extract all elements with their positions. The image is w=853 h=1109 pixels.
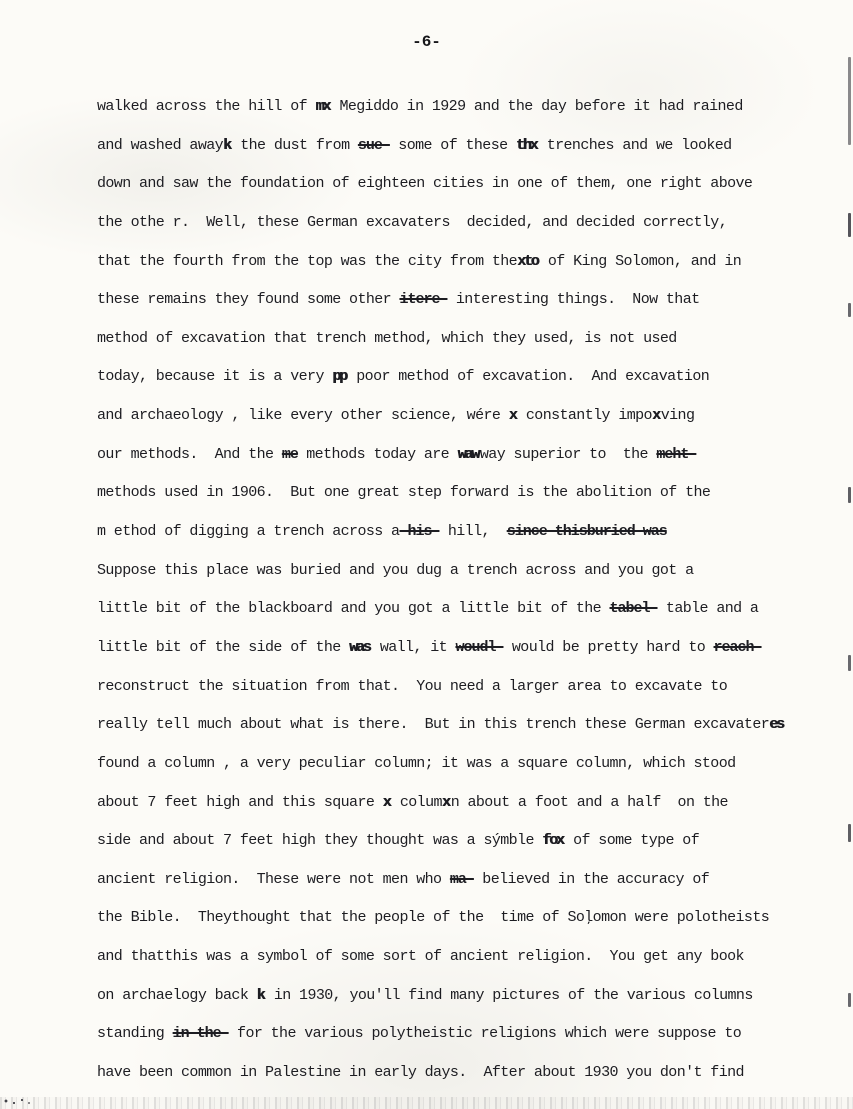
typed-text: down and saw the foundation of eighteen cities in one of them, one right above xyxy=(97,175,753,193)
overtyped-text: es xyxy=(769,716,783,734)
typed-line xyxy=(97,822,797,861)
typed-line xyxy=(97,320,797,359)
scan-edge-artifact xyxy=(848,655,851,671)
typed-text: methods used in 1906. But one great step forward is the abolition of the xyxy=(97,484,711,502)
typed-line xyxy=(97,861,797,900)
typed-text-block xyxy=(97,88,797,1093)
typed-text: some of these xyxy=(389,136,516,154)
typed-text: the othe r. Well, these German excavaters decided, and decided correctly, xyxy=(97,213,728,231)
struck-text: reach- xyxy=(713,638,762,656)
typed-line xyxy=(97,165,797,204)
typed-text: and archaeology , like every other science, wére xyxy=(97,407,509,425)
typed-text: our methods. And the xyxy=(97,445,282,463)
overtyped-text: x xyxy=(508,407,516,425)
typed-text: wall, it xyxy=(371,638,456,656)
typed-line xyxy=(97,358,797,397)
typed-text: ancient religion. These were not men who xyxy=(97,870,450,888)
typed-text: have been common in Palestine in early days. After about 1930 you don't find xyxy=(97,1064,744,1082)
typed-text: methods today are xyxy=(297,445,458,463)
typed-text: little bit of the blackboard and you got a little bit of the xyxy=(97,600,610,618)
typed-text: hill, xyxy=(439,523,507,541)
scan-speckles xyxy=(2,1097,42,1105)
overtyped-text: waw xyxy=(457,445,478,463)
scan-edge-artifact xyxy=(848,213,851,237)
typed-text: little bit of the side of the xyxy=(97,638,350,656)
typed-text: that the fourth from the top was the city from the xyxy=(97,252,518,270)
struck-text: me xyxy=(281,445,298,463)
typed-line xyxy=(97,629,797,668)
typed-text: the Bible. Theythought that the people of the time of Soļomon were polotheists xyxy=(97,909,770,927)
typed-text: the dust from xyxy=(231,136,358,154)
overtyped-text: x xyxy=(382,793,390,811)
overtyped-text: k xyxy=(256,986,264,1004)
struck-text: sue- xyxy=(357,136,390,154)
struck-text: tabel- xyxy=(609,600,658,618)
typed-line xyxy=(97,513,797,552)
typed-line xyxy=(97,397,797,436)
overtyped-text: k xyxy=(223,136,230,154)
overtyped-text: xto xyxy=(517,252,538,270)
typed-text: about 7 feet high and this square xyxy=(97,793,383,811)
typed-text: today, because it is a very xyxy=(97,368,333,386)
typed-text: trenches and we looked xyxy=(538,136,732,154)
typed-text: these remains they found some other xyxy=(97,291,400,309)
typed-line xyxy=(97,552,797,591)
overtyped-text: thx xyxy=(515,136,537,154)
typed-text: table and a xyxy=(657,600,759,618)
typed-line xyxy=(97,436,797,475)
scan-edge-artifact xyxy=(848,303,851,317)
typed-text: found a column , a very peculiar column; it was a square column, which stood xyxy=(97,754,736,772)
struck-text: since-thisburied-was xyxy=(506,523,667,541)
typed-text: standing xyxy=(97,1025,173,1043)
overtyped-text: mx xyxy=(315,98,330,115)
typed-text: of King Solomon, and in xyxy=(539,252,742,270)
struck-text: itere- xyxy=(399,291,448,309)
typed-text: Suppose this place was buried and you dug a trench across and you got a xyxy=(97,561,694,579)
struck-text: in-the- xyxy=(172,1025,229,1043)
typed-text: and washed away xyxy=(97,136,224,154)
typed-line xyxy=(97,281,797,320)
typed-text: interesting things. Now that xyxy=(447,291,700,309)
typed-line xyxy=(97,243,797,282)
scan-bottom-noise xyxy=(0,1097,853,1109)
page-number: -6- xyxy=(412,33,441,51)
typed-text: would be pretty hard to xyxy=(503,638,714,656)
typed-text: colum xyxy=(391,793,442,811)
scan-edge-artifact xyxy=(848,57,851,145)
scan-edge-artifact xyxy=(848,487,851,503)
struck-text: -his- xyxy=(399,523,440,541)
typed-text: n about a foot and a half on the xyxy=(450,793,728,811)
typed-line xyxy=(97,127,797,166)
overtyped-text: x xyxy=(441,793,449,811)
typed-text: side and about 7 feet high they thought was a sýmble xyxy=(97,832,543,850)
typed-line xyxy=(97,88,797,127)
typed-text: and thatthis was a symbol of some sort of ancient religion. You get any book xyxy=(97,948,744,966)
typed-text: Megiddo in 1929 and the day before it had rained xyxy=(331,98,743,115)
typed-text: in 1930, you'll find many pictures of the various columns xyxy=(265,986,753,1004)
typed-text: really tell much about what is there. But in this trench these German excavater xyxy=(97,716,770,734)
struck-text: woudl- xyxy=(455,638,504,656)
typed-line xyxy=(97,1054,797,1093)
overtyped-text: pp xyxy=(332,368,346,386)
typed-text: reconstruct the situation from that. You need a larger area to excavate to xyxy=(97,677,728,695)
typed-text: ving xyxy=(660,407,695,425)
typed-text: method of excavation that trench method, which they used, is not used xyxy=(97,329,677,347)
typed-text: poor method of excavation. And excavation xyxy=(347,368,710,386)
scan-edge-artifact xyxy=(848,993,851,1007)
typed-line xyxy=(97,668,797,707)
typed-text: constantly impo xyxy=(517,407,652,425)
typed-line xyxy=(97,706,797,745)
struck-text: meht- xyxy=(656,445,697,463)
typed-line xyxy=(97,474,797,513)
struck-text: ma- xyxy=(449,870,474,888)
overtyped-text: fox xyxy=(542,832,563,850)
typed-text: of some type of xyxy=(564,832,700,850)
typed-line xyxy=(97,590,797,629)
overtyped-text: x xyxy=(651,407,659,425)
typed-text: way superior to the xyxy=(479,445,657,463)
typed-line xyxy=(97,977,797,1016)
typed-line xyxy=(97,784,797,823)
typed-text: on archaelogy back xyxy=(97,986,257,1004)
typed-line xyxy=(97,745,797,784)
typed-line xyxy=(97,938,797,977)
overtyped-text: was xyxy=(349,638,370,656)
typed-text: walked across the hill of xyxy=(97,98,316,115)
typed-text: m ethod of digging a trench across a xyxy=(97,523,400,541)
typed-line xyxy=(97,204,797,243)
typed-line xyxy=(97,899,797,938)
scan-edge-artifact xyxy=(848,824,851,842)
typed-text: believed in the accuracy of xyxy=(473,870,710,888)
typed-line xyxy=(97,1015,797,1054)
typed-text: for the various polytheistic religions which were suppose to xyxy=(228,1025,742,1043)
